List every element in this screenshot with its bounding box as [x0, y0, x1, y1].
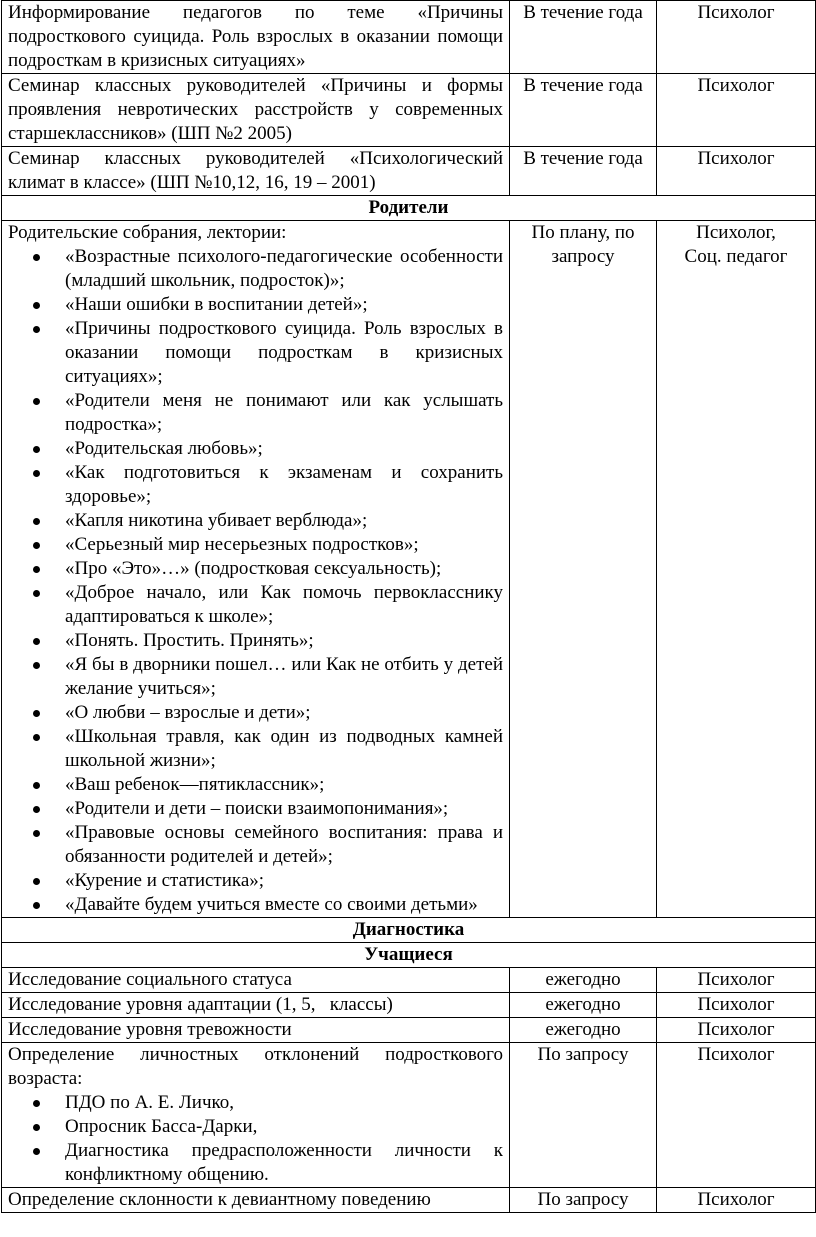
bullet-icon: [33, 518, 40, 525]
bullet-icon: [33, 254, 40, 261]
list-item-text: «Правовые основы семейного воспитания: права и обязанности родителей и детей»;: [65, 822, 503, 867]
list-item: [8, 581, 503, 629]
list-item: [8, 245, 503, 293]
bullet-icon: [33, 734, 40, 741]
list-item-text: «Доброе начало, или Как помочь первокласснику адаптироваться к школе»;: [65, 582, 503, 627]
table-row: [2, 1, 816, 74]
bullet-icon: [33, 566, 40, 573]
parents-topics-list: [8, 245, 503, 917]
list-item: [8, 869, 503, 893]
bullet-icon: [33, 470, 40, 477]
when-cell: По запросу: [510, 1188, 657, 1213]
section-title-parents: Родители: [2, 196, 816, 221]
list-item-text: «Давайте будем учиться вместе со своими детьми»: [65, 894, 478, 915]
bullet-icon: [33, 806, 40, 813]
subsection-title-students: Учащиеся: [2, 943, 816, 968]
who-cell: Психолог: [657, 1, 816, 74]
when-line: запросу: [551, 246, 615, 267]
bullet-icon: [33, 902, 40, 909]
when-cell: [510, 221, 657, 918]
personality-intro: Определение личностных отклонений подросткового возраста:: [8, 1044, 503, 1089]
who-cell: Психолог: [657, 1043, 816, 1188]
parents-intro: Родительские собрания, лектории:: [8, 222, 287, 243]
section-row: [2, 943, 816, 968]
activity-cell: Исследование социального статуса: [2, 968, 510, 993]
list-item: [8, 725, 503, 773]
list-item: [8, 629, 503, 653]
list-item: [8, 437, 503, 461]
bullet-icon: [33, 542, 40, 549]
activity-cell: Семинар классных руководителей «Причины и формы проявления невротических расстройств у современных старшеклассников» (ШП №2 2005): [2, 74, 510, 147]
parents-activity-cell: [2, 221, 510, 918]
list-item: [8, 461, 503, 509]
bullet-icon: [33, 878, 40, 885]
who-cell: Психолог: [657, 993, 816, 1018]
who-cell: Психолог: [657, 1018, 816, 1043]
list-item-text: «Родители меня не понимают или как услышать подростка»;: [65, 390, 503, 435]
when-line: По плану, по: [531, 222, 635, 243]
list-item-text: «Школьная травля, как один из подводных камней школьной жизни»;: [65, 726, 503, 771]
list-item-text: Диагностика предрасположенности личности к конфликтному общению.: [65, 1140, 503, 1185]
list-item-text: «Родительская любовь»;: [65, 438, 263, 459]
table-row: [2, 993, 816, 1018]
bullet-icon: [33, 662, 40, 669]
personality-activity-cell: [2, 1043, 510, 1188]
bullet-icon: [33, 326, 40, 333]
list-item: [8, 653, 503, 701]
list-item: [8, 533, 503, 557]
bullet-icon: [33, 782, 40, 789]
bullet-icon: [33, 302, 40, 309]
list-item-text: ПДО по А. Е. Личко,: [65, 1092, 235, 1113]
list-item: [8, 317, 503, 389]
bullet-icon: [33, 830, 40, 837]
activity-cell: Исследование уровня адаптации (1, 5, классы): [2, 993, 510, 1018]
when-cell: ежегодно: [510, 993, 657, 1018]
table-row: [2, 1188, 816, 1213]
activity-cell: Определение склонности к девиантному поведению: [2, 1188, 510, 1213]
list-item-text: «Про «Это»…» (подростковая сексуальность);: [65, 558, 442, 579]
activity-cell: Семинар классных руководителей «Психологический климат в классе» (ШП №10,12, 16, 19 – 2001): [2, 147, 510, 196]
list-item-text: «Возрастные психолого-педагогические особенности (младший школьник, подросток)»;: [65, 246, 503, 291]
bullet-icon: [33, 638, 40, 645]
list-item: [8, 701, 503, 725]
when-cell: В течение года: [510, 74, 657, 147]
list-item-text: «Ваш ребенок—пятиклассник»;: [65, 774, 325, 795]
when-cell: ежегодно: [510, 968, 657, 993]
section-row: [2, 918, 816, 943]
list-item: [8, 821, 503, 869]
who-line: Психолог,: [696, 222, 776, 243]
list-item: [8, 773, 503, 797]
list-item-text: «Как подготовиться к экзаменам и сохранить здоровье»;: [65, 462, 503, 507]
plan-table: [1, 0, 816, 1213]
section-title-diagnostics: Диагностика: [2, 918, 816, 943]
table-row: [2, 74, 816, 147]
bullet-icon: [33, 590, 40, 597]
section-row: [2, 196, 816, 221]
table-row: [2, 1018, 816, 1043]
list-item-text: «Серьезный мир несерьезных подростков»;: [65, 534, 419, 555]
who-cell: Психолог: [657, 1188, 816, 1213]
table-row: [2, 1043, 816, 1188]
bullet-icon: [33, 710, 40, 717]
when-cell: В течение года: [510, 147, 657, 196]
list-item-text: «Я бы в дворники пошел… или Как не отбить у детей желание учиться»;: [65, 654, 503, 699]
table-row: [2, 147, 816, 196]
who-cell: Психолог: [657, 968, 816, 993]
bullet-icon: [33, 1148, 40, 1155]
who-cell: Психолог: [657, 147, 816, 196]
list-item-text: «О любви – взрослые и дети»;: [65, 702, 311, 723]
list-item-text: Опросник Басса-Дарки,: [65, 1116, 258, 1137]
when-cell: В течение года: [510, 1, 657, 74]
list-item: [8, 1115, 503, 1139]
when-cell: По запросу: [510, 1043, 657, 1188]
bullet-icon: [33, 1124, 40, 1131]
list-item: [8, 389, 503, 437]
table-row: [2, 221, 816, 918]
who-cell: [657, 221, 816, 918]
list-item: [8, 509, 503, 533]
list-item-text: «Наши ошибки в воспитании детей»;: [65, 294, 368, 315]
list-item: [8, 893, 503, 917]
list-item: [8, 797, 503, 821]
list-item-text: «Капля никотина убивает верблюда»;: [65, 510, 368, 531]
list-item-text: «Родители и дети – поиски взаимопонимания»;: [65, 798, 449, 819]
who-cell: Психолог: [657, 74, 816, 147]
activity-cell: Информирование педагогов по теме «Причины подросткового суицида. Роль взрослых в оказании помощи подросткам в кризисных ситуациях»: [2, 1, 510, 74]
list-item-text: «Понять. Простить. Принять»;: [65, 630, 314, 651]
list-item: [8, 293, 503, 317]
table-row: [2, 968, 816, 993]
list-item-text: «Причины подросткового суицида. Роль взрослых в оказании помощи подросткам в кризисных ситуациях»;: [65, 318, 503, 387]
list-item-text: «Курение и статистика»;: [65, 870, 265, 891]
bullet-icon: [33, 1100, 40, 1107]
bullet-icon: [33, 398, 40, 405]
list-item: [8, 557, 503, 581]
when-cell: ежегодно: [510, 1018, 657, 1043]
list-item: [8, 1091, 503, 1115]
personality-methods-list: [8, 1091, 503, 1187]
list-item: [8, 1139, 503, 1187]
who-line: Соц. педагог: [684, 246, 788, 267]
document-page: [1, 0, 815, 1213]
activity-cell: Исследование уровня тревожности: [2, 1018, 510, 1043]
bullet-icon: [33, 446, 40, 453]
